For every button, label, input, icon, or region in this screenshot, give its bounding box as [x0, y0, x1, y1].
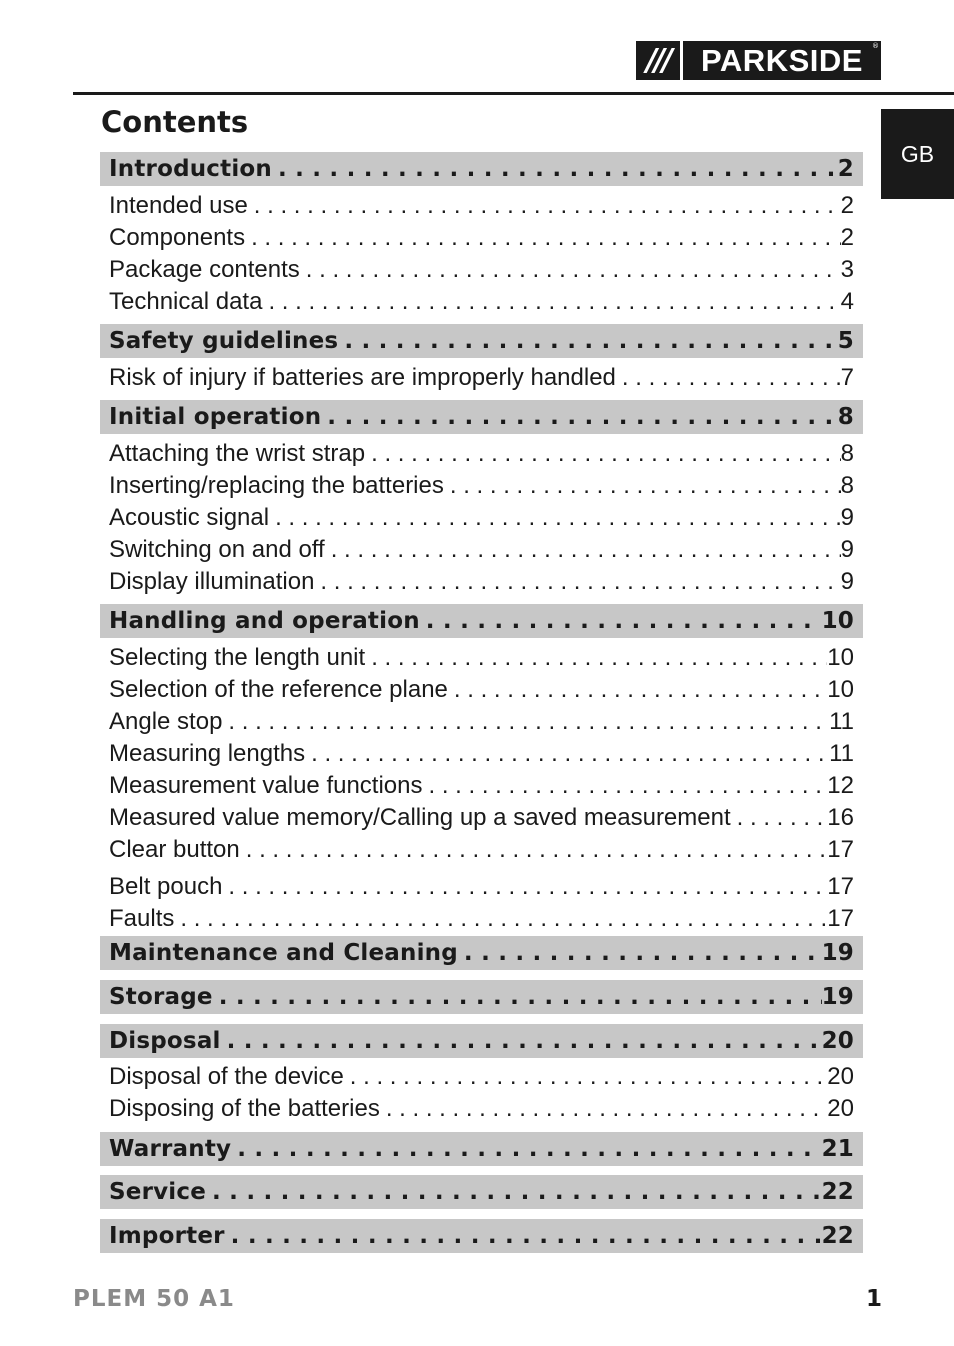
toc-leader-dots — [365, 437, 841, 471]
toc-entry-page: 7 — [840, 364, 854, 391]
toc-entry-label: Warranty — [109, 1136, 232, 1162]
toc-section-entry — [100, 936, 863, 970]
toc-entry-label: Disposal of the device — [109, 1063, 344, 1090]
toc-leader-dots — [174, 902, 827, 936]
toc-entry-label: Introduction — [109, 156, 272, 182]
toc-leader-dots — [314, 565, 840, 599]
toc-subsection-entry — [100, 221, 863, 255]
toc-entry-page: 2 — [840, 192, 854, 219]
toc-leader-dots — [213, 980, 822, 1014]
toc-entry-label: Selection of the reference plane — [109, 676, 448, 703]
toc-leader-dots — [321, 400, 837, 434]
toc-subsection-entry — [100, 769, 863, 803]
toc-entry-page: 3 — [840, 256, 854, 283]
toc-entry-label: Measured value memory/Calling up a saved measurement — [109, 804, 731, 831]
toc-entry-page: 9 — [840, 568, 854, 595]
toc-section-entry — [100, 1219, 863, 1253]
toc-entry-label: Safety guidelines — [109, 328, 339, 354]
toc-entry-page: 10 — [827, 676, 854, 703]
toc-subsection-entry — [100, 833, 863, 867]
toc-subsection-entry — [100, 469, 863, 503]
toc-leader-dots — [272, 152, 838, 186]
toc-subsection-entry — [100, 673, 863, 707]
toc-leader-dots — [240, 833, 828, 867]
toc-entry-label: Risk of injury if batteries are improperly handled — [109, 364, 616, 391]
toc-section-entry — [100, 980, 863, 1014]
toc-leader-dots — [344, 1060, 828, 1094]
toc-leader-dots — [444, 469, 841, 503]
toc-entry-label: Storage — [109, 984, 213, 1010]
toc-section-entry — [100, 152, 863, 186]
toc-entry-page: 9 — [840, 536, 854, 563]
parkside-logo — [636, 41, 881, 80]
toc-leader-dots — [365, 641, 827, 675]
toc-entry-label: Inserting/replacing the batteries — [109, 472, 444, 499]
toc-subsection-entry — [100, 902, 863, 936]
toc-entry-label: Angle stop — [109, 708, 223, 735]
toc-entry-page: 20 — [827, 1063, 854, 1090]
toc-subsection-entry — [100, 501, 863, 535]
page-title: Contents — [101, 105, 249, 139]
toc-subsection-entry — [100, 870, 863, 904]
toc-entry-label: Attaching the wrist strap — [109, 440, 366, 467]
toc-entry-label: Faults — [109, 905, 175, 932]
toc-entry-label: Disposal — [109, 1028, 221, 1054]
toc-entry-label: Disposing of the batteries — [109, 1095, 380, 1122]
language-tab: GB — [881, 109, 954, 199]
toc-subsection-entry — [100, 801, 863, 835]
toc-section-entry — [100, 324, 863, 358]
toc-entry-page: 22 — [821, 1179, 854, 1205]
toc-entry-page: 2 — [840, 224, 854, 251]
toc-entry-page: 4 — [840, 288, 854, 315]
toc-leader-dots — [423, 769, 828, 803]
toc-leader-dots — [380, 1092, 827, 1126]
toc-subsection-entry — [100, 565, 863, 599]
toc-entry-page: 8 — [837, 404, 854, 430]
toc-entry-page: 8 — [840, 440, 854, 467]
toc-entry-label: Initial operation — [109, 404, 322, 430]
toc-leader-dots — [338, 324, 837, 358]
toc-entry-page: 17 — [827, 905, 854, 932]
toc-leader-dots — [300, 253, 841, 287]
footer-page-number: 1 — [866, 1286, 883, 1312]
toc-leader-dots — [616, 361, 841, 395]
toc-entry-page: 12 — [827, 772, 854, 799]
toc-leader-dots — [245, 221, 841, 255]
toc-entry-page: 11 — [829, 740, 854, 767]
toc-subsection-entry — [100, 641, 863, 675]
toc-subsection-entry — [100, 1060, 863, 1094]
toc-leader-dots — [225, 1219, 822, 1253]
logo-slashes: /// — [636, 41, 683, 80]
toc-leader-dots — [248, 189, 841, 223]
toc-entry-label: Measurement value functions — [109, 772, 423, 799]
toc-leader-dots — [262, 285, 840, 319]
toc-section-entry — [100, 604, 863, 638]
toc-entry-label: Maintenance and Cleaning — [109, 940, 458, 966]
toc-entry-label: Belt pouch — [109, 873, 223, 900]
toc-entry-label: Package contents — [109, 256, 300, 283]
toc-entry-page: 9 — [840, 504, 854, 531]
toc-entry-page: 10 — [827, 644, 854, 671]
toc-section-entry — [100, 1024, 863, 1058]
toc-entry-label: Service — [109, 1179, 207, 1205]
toc-entry-label: Technical data — [109, 288, 263, 315]
toc-entry-page: 8 — [840, 472, 854, 499]
toc-subsection-entry — [100, 1092, 863, 1126]
logo-registered-mark: ® — [872, 42, 879, 50]
toc-entry-page: 10 — [821, 608, 854, 634]
toc-entry-page: 20 — [827, 1095, 854, 1122]
toc-entry-page: 20 — [821, 1028, 854, 1054]
toc-subsection-entry — [100, 361, 863, 395]
toc-entry-label: Selecting the length unit — [109, 644, 366, 671]
toc-leader-dots — [448, 673, 827, 707]
toc-section-entry — [100, 1175, 863, 1209]
footer-model: PLEM 50 A1 — [73, 1286, 235, 1312]
toc-entry-page: 16 — [827, 804, 854, 831]
toc-entry-page: 22 — [821, 1223, 854, 1249]
toc-entry-page: 5 — [837, 328, 854, 354]
toc-entry-label: Acoustic signal — [109, 504, 270, 531]
toc-leader-dots — [731, 801, 828, 835]
toc-entry-label: Handling and operation — [109, 608, 420, 634]
toc-entry-page: 17 — [827, 836, 854, 863]
toc-leader-dots — [231, 1132, 821, 1166]
toc-entry-page: 19 — [821, 984, 854, 1010]
toc-entry-label: Display illumination — [109, 568, 315, 595]
toc-entry-label: Measuring lengths — [109, 740, 306, 767]
toc-entry-label: Components — [109, 224, 246, 251]
logo-text: PARKSIDE — [701, 42, 863, 78]
toc-leader-dots — [305, 737, 829, 771]
toc-subsection-entry — [100, 533, 863, 567]
toc-leader-dots — [206, 1175, 822, 1209]
toc-entry-page: 17 — [827, 873, 854, 900]
toc-leader-dots — [269, 501, 841, 535]
header-rule — [73, 92, 954, 95]
toc-subsection-entry — [100, 285, 863, 319]
toc-entry-page: 11 — [829, 708, 854, 735]
toc-subsection-entry — [100, 189, 863, 223]
toc-entry-page: 2 — [837, 156, 854, 182]
toc-leader-dots — [325, 533, 841, 567]
toc-entry-page: 19 — [821, 940, 854, 966]
toc-leader-dots — [221, 1024, 822, 1058]
toc-entry-label: Clear button — [109, 836, 240, 863]
toc-entry-label: Importer — [109, 1223, 225, 1249]
toc-entry-label: Intended use — [109, 192, 248, 219]
toc-subsection-entry — [100, 437, 863, 471]
toc-leader-dots — [458, 936, 822, 970]
toc-entry-label: Switching on and off — [109, 536, 325, 563]
toc-subsection-entry — [100, 737, 863, 771]
toc-leader-dots — [222, 705, 829, 739]
toc-leader-dots — [222, 870, 827, 904]
toc-leader-dots — [420, 604, 822, 638]
toc-subsection-entry — [100, 705, 863, 739]
toc-entry-page: 21 — [821, 1136, 854, 1162]
toc-subsection-entry — [100, 253, 863, 287]
toc-section-entry — [100, 1132, 863, 1166]
toc-section-entry — [100, 400, 863, 434]
